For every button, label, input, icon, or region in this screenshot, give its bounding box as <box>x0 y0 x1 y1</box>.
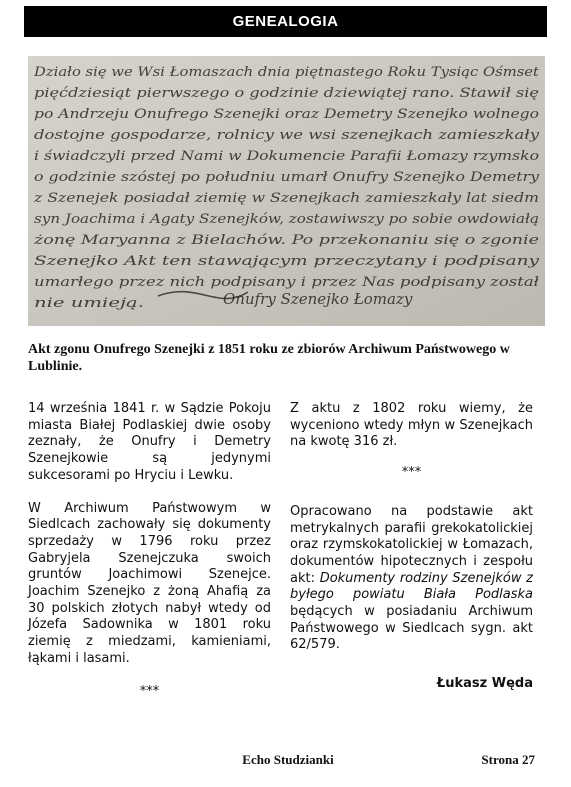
sources-title: Dokumenty rodziny Szenejków z byłego powiatu Biała Podlaska <box>290 570 533 603</box>
photo-caption: Akt zgonu Onufrego Szenejki z 1851 roku ze zbiorów Archiwum Państwowego w Lublinie. <box>28 342 510 374</box>
handwriting-line: i świadczyli przed Nami w Dokumencie Parafii Łomazy rzymsko <box>34 149 540 164</box>
handwriting-line: z Szenejek posiadał ziemię w Szenejkach zamieszkały lat siedm <box>32 191 540 206</box>
right-column <box>290 401 533 693</box>
handwriting-line: syn Joachima i Agaty Szenejków, zostawiwszy po sobie owdowiałą <box>34 212 539 227</box>
magazine-name: Echo Studzianki <box>242 752 334 767</box>
sources-text: Opracowano na podstawie akt metrykalnych parafii grekokatolickiej oraz rzymskokatolickiej w Łomazach, dokumentów hipotecznych i zespołu akt: <box>290 503 533 586</box>
handwriting-line: żonę Maryanna z Bielachów. Po przekonaniu się o zgonie <box>32 233 540 248</box>
handwriting-line: Szenejko Akt ten stawającym przeczytany i podpisany <box>34 254 540 269</box>
paragraph-archive-sales: W Archiwum Państwowym w Siedlcach zachowały się dokumenty sprzedaży w 1796 roku przez Gabryjela Szenejczuka swoich gruntów Joachimowi Szenejce. Joachim Szenejko z żoną Ahafią za 30 polskich złotych nabył wtedy od Józefa Sadownika w 1801 roku ziemię z miedzami, kamieniami, łąkami i lasami. <box>28 500 271 666</box>
paragraph-sources <box>290 504 533 654</box>
death-record-photo <box>28 56 545 326</box>
section-separator: *** <box>401 465 422 481</box>
handwriting-line: dostojne gospodarze, rolnicy we wsi szenejkach zamieszkały <box>34 128 540 143</box>
handwriting-line: pięćdziesiąt pierwszego o godzinie dziewiątej rano. Stawił się <box>34 86 540 101</box>
page-number: Strona 27 <box>481 752 535 767</box>
paragraph-mill: Z aktu z 1802 roku wiemy, że wyceniono wtedy młyn w Szenejkach na kwotę 316 zł. <box>290 401 533 450</box>
handwriting-line: umarłego przez nich podpisany i przez Nas podpisany został <box>34 275 540 290</box>
manuscript-image <box>28 56 545 326</box>
handwriting-line: po Andrzeju Onufrego Szenejki oraz Demetry Szenejko wolnego <box>34 107 540 122</box>
handwriting-line: Działo się we Wsi Łomaszach dnia piętnastego Roku Tysiąc Ośmset <box>32 65 540 80</box>
sources-signature: będących w posiadaniu Archiwum Państwowego w Siedlcach sygn. akt 62/579. <box>290 604 533 653</box>
section-header <box>24 6 547 37</box>
handwritten-signature: Onufry Szenejko Łomazy <box>223 290 413 308</box>
paragraph-inheritance: 14 września 1841 r. w Sądzie Pokoju miasta Białej Podlaskiej dwie osoby zeznały, że Onufry i Demetry Szenejkowie są jedynymi sukcesorami po Hryciu i Lewku. <box>28 401 271 483</box>
section-separator: *** <box>139 683 160 699</box>
author-name: Łukasz Węda <box>436 676 533 692</box>
handwriting-line: o godzinie szóstej po południu umarł Onufry Szenejko Demetry <box>34 170 540 185</box>
section-title: GENEALOGIA <box>232 13 339 30</box>
left-column <box>28 401 271 700</box>
handwriting-line: nie umieją. <box>34 296 144 311</box>
